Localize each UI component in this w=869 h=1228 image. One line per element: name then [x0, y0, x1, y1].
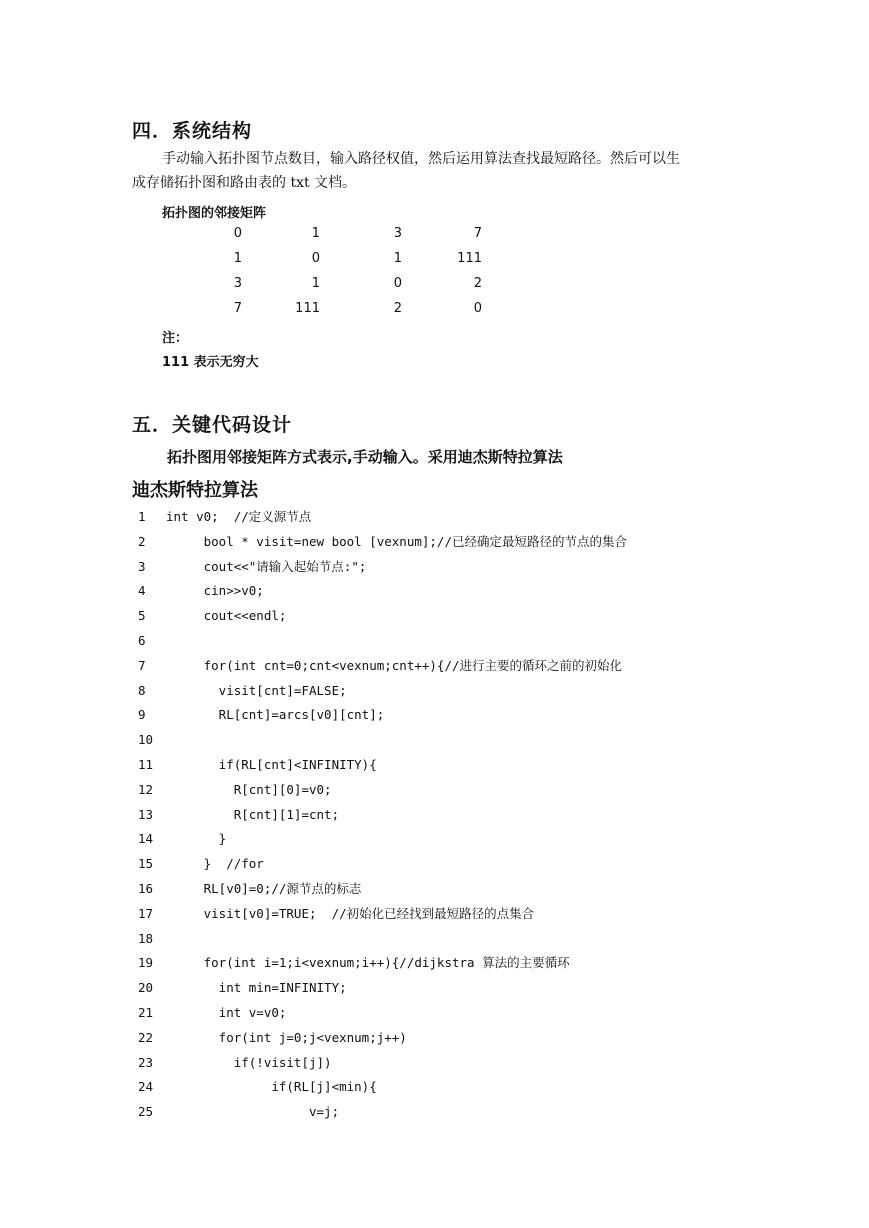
code-text: RL[v0]=0;//源节点的标志 — [166, 880, 362, 896]
line-number: 14 — [138, 831, 154, 847]
code-text: cout<<"请输入起始节点:"; — [166, 558, 367, 574]
code-line — [132, 728, 792, 753]
line-number: 3 — [138, 558, 146, 574]
line-number: 25 — [138, 1104, 154, 1120]
code-text: bool * visit=new bool [vexnum];//已经确定最短路径的节点的集合 — [166, 533, 627, 549]
code-text: int min=INFINITY; — [166, 980, 347, 996]
code-text: } — [166, 831, 227, 847]
code-text: if(RL[cnt]<INFINITY){ — [166, 756, 377, 772]
section4-paragraph — [132, 147, 752, 195]
code-line — [132, 654, 792, 679]
matrix-cell: 2 — [473, 276, 482, 291]
matrix-cell: 7 — [473, 226, 482, 241]
line-number: 12 — [138, 781, 154, 797]
line-number: 4 — [138, 583, 146, 599]
section5-subtitle: 拓扑图用邻接矩阵方式表示,手动输入。采用迪杰斯特拉算法 — [167, 448, 563, 466]
line-number: 5 — [138, 608, 146, 624]
code-text: visit[cnt]=FALSE; — [166, 682, 347, 698]
code-text: cout<<endl; — [166, 608, 287, 624]
code-line — [132, 1075, 792, 1100]
line-number: 7 — [138, 657, 146, 673]
line-number: 2 — [138, 533, 146, 549]
line-number: 13 — [138, 806, 154, 822]
code-text: R[cnt][1]=cnt; — [166, 806, 340, 822]
code-line — [132, 1026, 792, 1051]
line-number: 15 — [138, 856, 154, 872]
code-text: R[cnt][0]=v0; — [166, 781, 332, 797]
line-number: 6 — [138, 632, 146, 648]
code-text: if(RL[j]<min){ — [166, 1079, 377, 1095]
code-line — [132, 877, 792, 902]
code-text: for(int j=0;j<vexnum;j++) — [166, 1029, 407, 1045]
matrix-row — [160, 251, 500, 276]
code-block — [132, 505, 792, 1125]
line-number: 24 — [138, 1079, 154, 1095]
code-line — [132, 827, 792, 852]
matrix-cell: 2 — [393, 301, 402, 316]
code-line — [132, 629, 792, 654]
matrix-row — [160, 301, 500, 326]
section5-title: 五．关键代码设计 — [132, 414, 293, 436]
code-text: for(int i=1;i<vexnum;i++){//dijkstra 算法的主要循环 — [166, 955, 570, 971]
code-line — [132, 555, 792, 580]
matrix-cell: 1 — [311, 276, 320, 291]
code-line — [132, 927, 792, 952]
code-line — [132, 902, 792, 927]
line-number: 10 — [138, 732, 154, 748]
matrix-cell: 0 — [233, 226, 242, 241]
matrix-label: 拓扑图的邻接矩阵 — [162, 206, 267, 221]
code-text: for(int cnt=0;cnt<vexnum;cnt++){//进行主要的循环之前的初始化 — [166, 657, 623, 673]
code-text: if(!visit[j]) — [166, 1054, 332, 1070]
code-line — [132, 505, 792, 530]
line-number: 19 — [138, 955, 154, 971]
code-text: RL[cnt]=arcs[v0][cnt]; — [166, 707, 385, 723]
matrix-row — [160, 226, 500, 251]
line-number: 1 — [138, 509, 146, 524]
paragraph-line-2: 成存储拓扑图和路由表的 txt 文档。 — [132, 175, 357, 191]
code-line — [132, 530, 792, 555]
paragraph-line-1: 手动输入拓扑图节点数目，输入路径权值，然后运用算法查找最短路径。然后可以生 — [162, 151, 680, 167]
code-line — [132, 1051, 792, 1076]
line-number: 21 — [138, 1004, 154, 1020]
code-text: int v=v0; — [166, 1004, 287, 1020]
line-number: 9 — [138, 707, 146, 723]
matrix-cell: 7 — [233, 301, 242, 316]
code-line — [132, 604, 792, 629]
note-text: 111 表示无穷大 — [162, 355, 259, 370]
line-number: 16 — [138, 880, 154, 896]
matrix-cell: 1 — [233, 251, 242, 266]
line-number: 8 — [138, 682, 146, 698]
code-line — [132, 679, 792, 704]
code-text: v=j; — [166, 1104, 340, 1120]
line-number: 17 — [138, 905, 154, 921]
matrix-cell: 3 — [393, 226, 402, 241]
matrix-cell: 0 — [393, 276, 402, 291]
line-number: 22 — [138, 1029, 154, 1045]
code-line — [132, 1001, 792, 1026]
code-line — [132, 852, 792, 877]
code-text: } //for — [166, 856, 264, 872]
adjacency-matrix — [160, 226, 500, 326]
algorithm-title: 迪杰斯特拉算法 — [132, 480, 258, 501]
code-text: visit[v0]=TRUE; //初始化已经找到最短路径的点集合 — [166, 905, 535, 921]
matrix-cell: 111 — [457, 251, 482, 266]
code-line — [132, 803, 792, 828]
matrix-cell: 1 — [311, 226, 320, 241]
code-line — [132, 1100, 792, 1125]
matrix-row — [160, 276, 500, 301]
code-text: cin>>v0; — [166, 583, 264, 599]
code-text: int v0; //定义源节点 — [166, 509, 312, 524]
matrix-cell: 0 — [311, 251, 320, 266]
line-number: 20 — [138, 980, 154, 996]
code-line — [132, 579, 792, 604]
code-line — [132, 703, 792, 728]
code-line — [132, 976, 792, 1001]
matrix-cell: 0 — [473, 301, 482, 316]
line-number: 11 — [138, 756, 154, 772]
code-line — [132, 951, 792, 976]
line-number: 23 — [138, 1054, 154, 1070]
code-line — [132, 753, 792, 778]
code-line — [132, 778, 792, 803]
matrix-cell: 111 — [295, 301, 320, 316]
matrix-cell: 1 — [393, 251, 402, 266]
section4-title: 四．系统结构 — [132, 120, 253, 142]
note-label: 注： — [162, 331, 189, 346]
matrix-cell: 3 — [233, 276, 242, 291]
line-number: 18 — [138, 930, 154, 946]
